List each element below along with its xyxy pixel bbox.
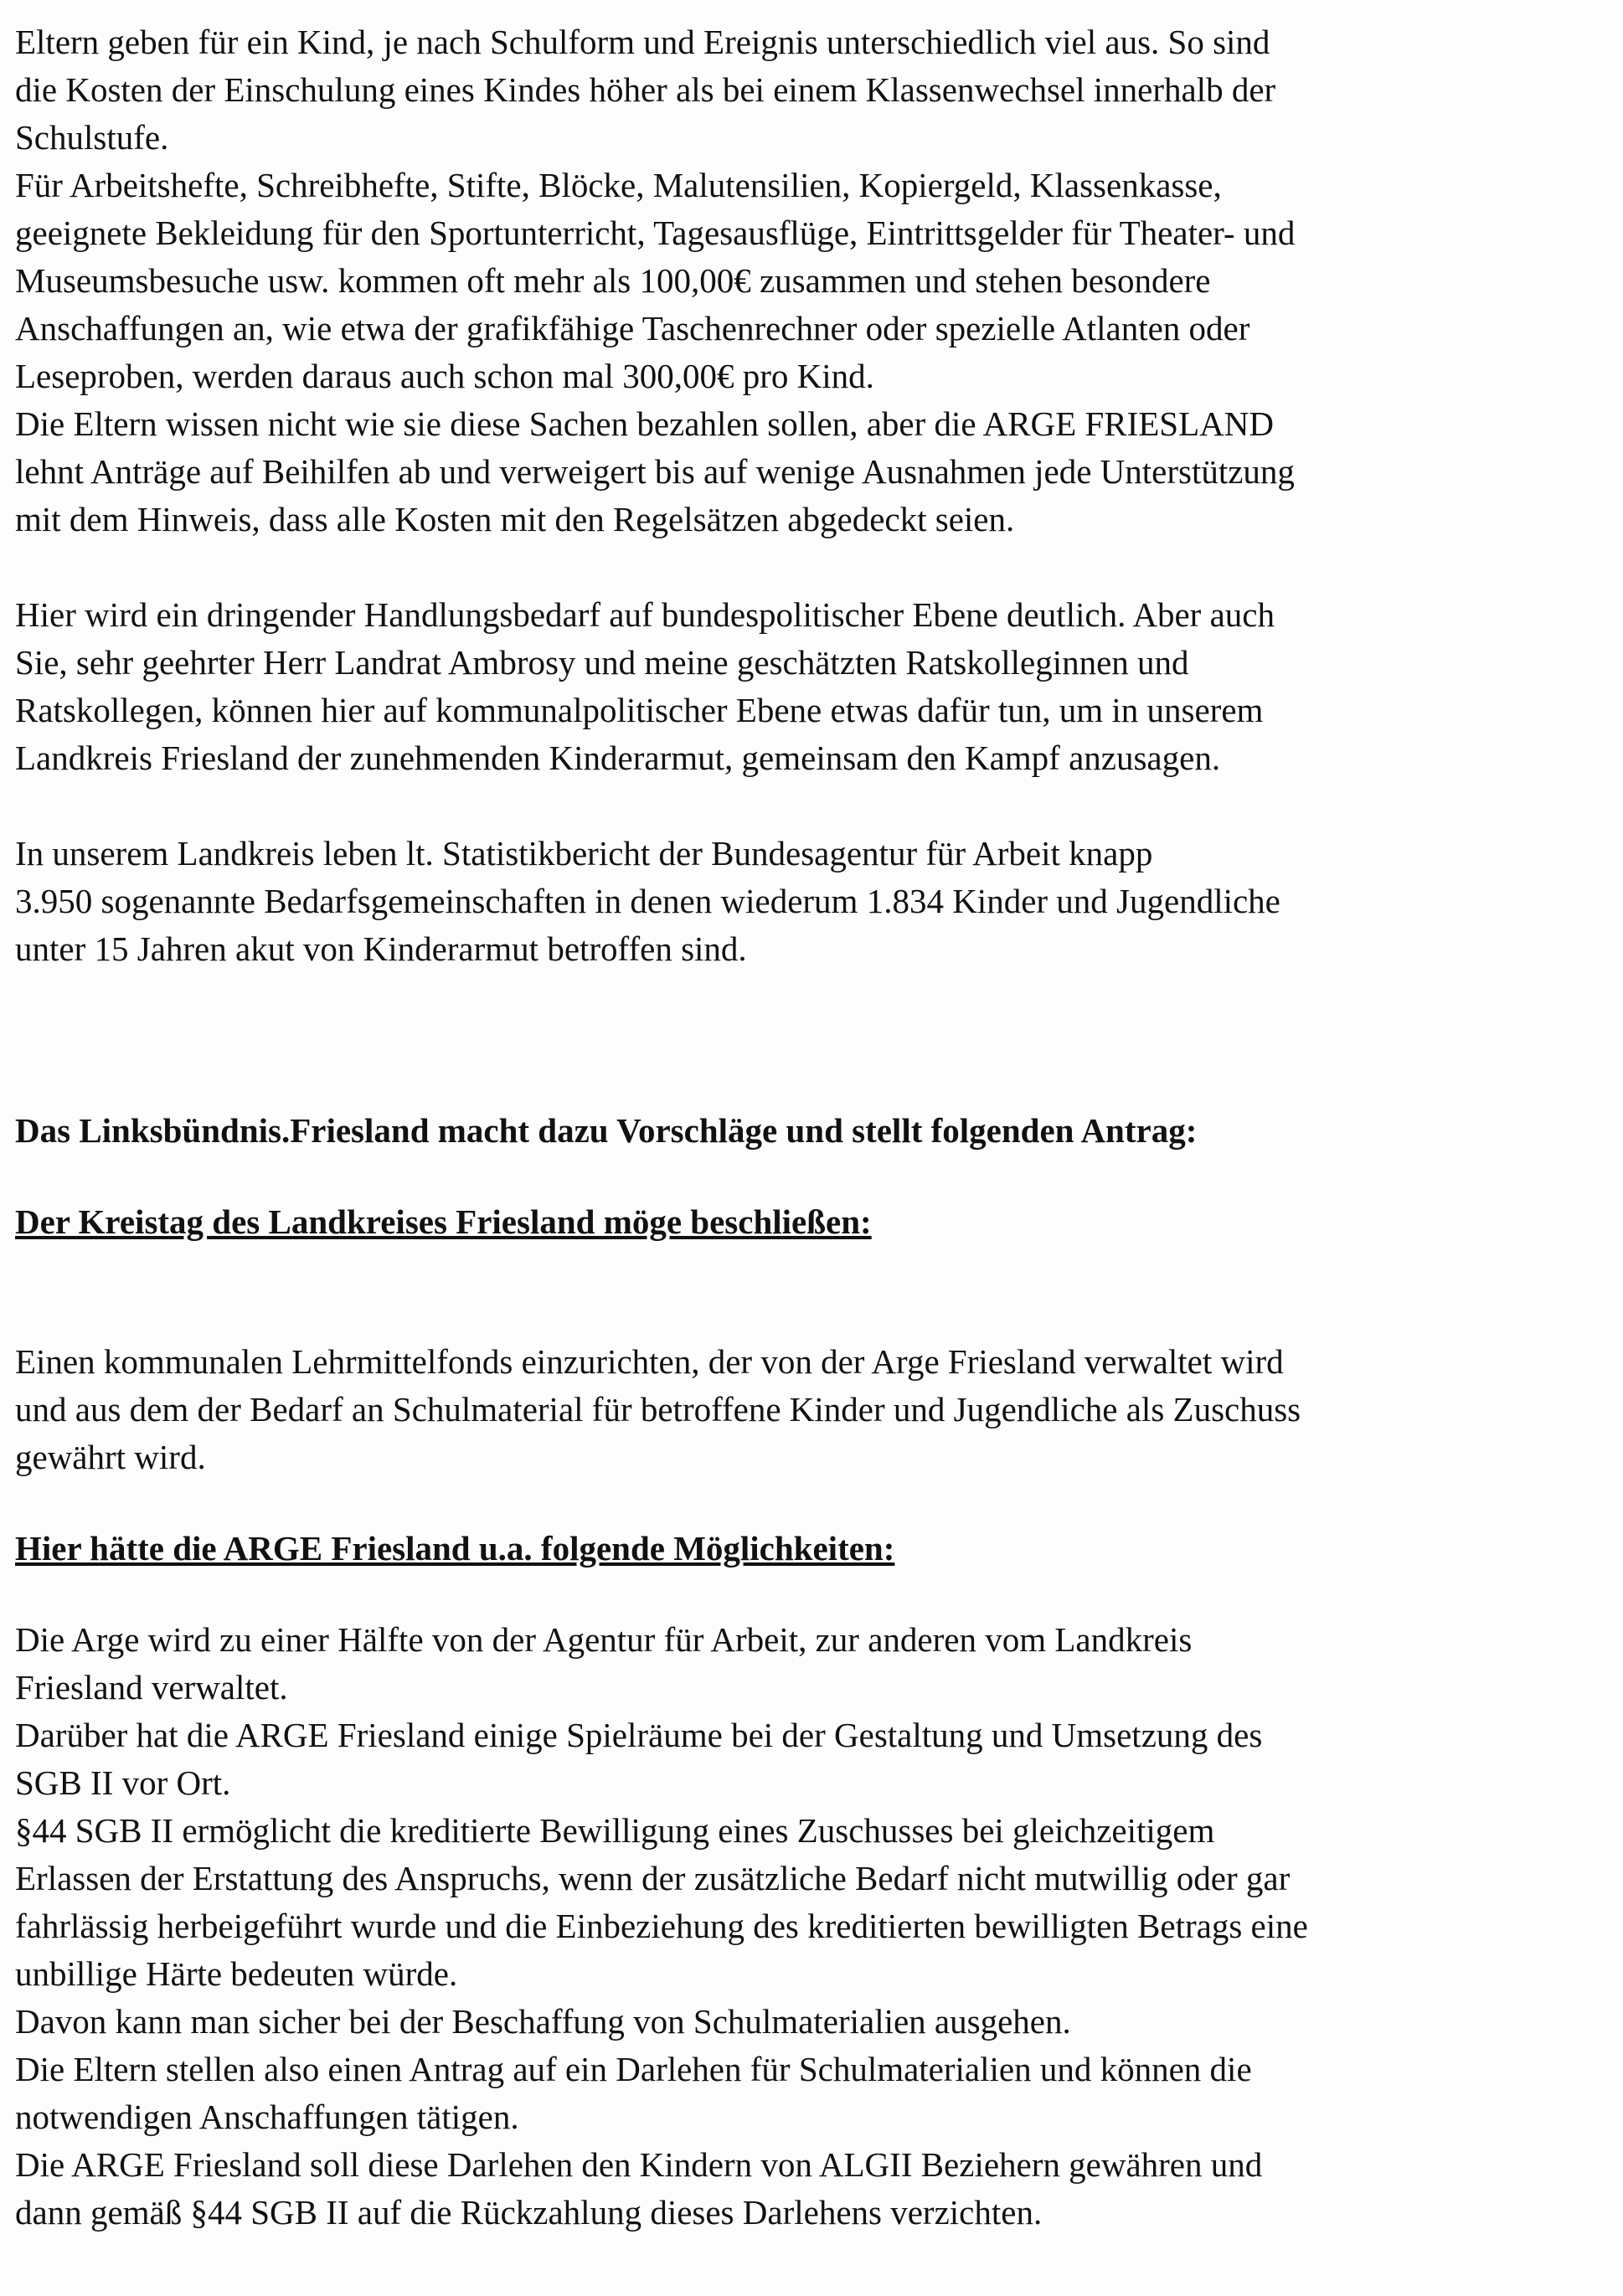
options-heading: Hier hätte die ARGE Friesland u.a. folgende Möglichkeiten: (15, 1529, 895, 1568)
text-line: fahrlässig herbeigeführt wurde und die Einbeziehung des kreditierten bewilligten Betrags eine (15, 1907, 1308, 1945)
text-line: mit dem Hinweis, dass alle Kosten mit den Regelsätzen abgedeckt seien. (15, 500, 1015, 538)
intro-paragraph (15, 18, 1606, 543)
text-line: Anschaffungen an, wie etwa der grafikfähige Taschenrechner oder spezielle Atlanten oder (15, 309, 1250, 347)
proposal-heading: Das Linksbündnis.Friesland macht dazu Vorschläge und stellt folgenden Antrag: (15, 1111, 1198, 1150)
text-line: dann gemäß §44 SGB II auf die Rückzahlung dieses Darlehens verzichten. (15, 2193, 1043, 2232)
text-line: Die Arge wird zu einer Hälfte von der Agentur für Arbeit, zur anderen vom Landkreis (15, 1620, 1193, 1659)
text-line: geeignete Bekleidung für den Sportunterricht, Tagesausflüge, Eintrittsgelder für Theater- und (15, 214, 1296, 252)
text-line: Museumsbesuche usw. kommen oft mehr als 100,00€ zusammen und stehen besondere (15, 261, 1211, 300)
text-line: Darüber hat die ARGE Friesland einige Spielräume bei der Gestaltung und Umsetzung des (15, 1716, 1263, 1754)
text-line: Für Arbeitshefte, Schreibhefte, Stifte, Blöcke, Malutensilien, Kopiergeld, Klassenkasse, (15, 166, 1222, 204)
text-line: 3.950 sogenannte Bedarfsgemeinschaften in denen wiederum 1.834 Kinder und Jugendliche (15, 882, 1280, 920)
spacer (15, 1155, 1606, 1198)
statistics-paragraph (15, 830, 1606, 973)
text-line: Erlassen der Erstattung des Anspruchs, wenn der zusätzliche Bedarf nicht mutwillig oder gar (15, 1859, 1291, 1897)
text-line: notwendigen Anschaffungen tätigen. (15, 2098, 519, 2136)
text-line: Eltern geben für ein Kind, je nach Schulform und Ereignis unterschiedlich viel aus. So sind (15, 23, 1270, 61)
text-line: Die ARGE Friesland soll diese Darlehen den Kindern von ALGII Beziehern gewähren und (15, 2145, 1263, 2184)
spacer (15, 973, 1606, 1107)
text-line: Friesland verwaltet. (15, 1668, 288, 1707)
text-line: Sie, sehr geehrter Herr Landrat Ambrosy und meine geschätzten Ratskolleginnen und (15, 643, 1189, 682)
text-line: SGB II vor Ort. (15, 1763, 231, 1802)
spacer (15, 1246, 1606, 1338)
resolution-paragraph (15, 1338, 1606, 1481)
text-line: gewährt wird. (15, 1438, 206, 1476)
text-line: In unserem Landkreis leben lt. Statistikbericht der Bundesagentur für Arbeit knapp (15, 834, 1153, 873)
appeal-paragraph (15, 591, 1606, 782)
spacer (15, 1573, 1606, 1616)
spacer (15, 543, 1606, 591)
text-column (15, 18, 1606, 2237)
text-line: Die Eltern stellen also einen Antrag auf ein Darlehen für Schulmaterialien und können die (15, 2050, 1252, 2088)
text-line: Einen kommunalen Lehrmittelfonds einzurichten, der von der Arge Friesland verwaltet wird (15, 1342, 1284, 1381)
text-line: Hier wird ein dringender Handlungsbedarf auf bundespolitischer Ebene deutlich. Aber auch (15, 595, 1275, 634)
text-line: §44 SGB II ermöglicht die kreditierte Bewilligung eines Zuschusses bei gleichzeitigem (15, 1811, 1215, 1850)
resolution-heading: Der Kreistag des Landkreises Friesland möge beschließen: (15, 1202, 872, 1241)
text-line: Davon kann man sicher bei der Beschaffung von Schulmaterialien ausgehen. (15, 2002, 1071, 2041)
text-line: Leseproben, werden daraus auch schon mal 300,00€ pro Kind. (15, 357, 874, 395)
text-line: unbillige Härte bedeuten würde. (15, 1954, 458, 1993)
spacer (15, 1481, 1606, 1525)
text-line: Ratskollegen, können hier auf kommunalpolitischer Ebene etwas dafür tun, um in unserem (15, 691, 1264, 729)
text-line: Landkreis Friesland der zunehmenden Kinderarmut, gemeinsam den Kampf anzusagen. (15, 739, 1221, 777)
spacer (15, 782, 1606, 830)
text-line: Schulstufe. (15, 118, 169, 157)
text-line: die Kosten der Einschulung eines Kindes höher als bei einem Klassenwechsel innerhalb der (15, 70, 1276, 109)
text-line: unter 15 Jahren akut von Kinderarmut betroffen sind. (15, 929, 747, 968)
text-line: lehnt Anträge auf Beihilfen ab und verweigert bis auf wenige Ausnahmen jede Unterstützung (15, 452, 1295, 491)
text-line: Die Eltern wissen nicht wie sie diese Sachen bezahlen sollen, aber die ARGE FRIESLAND (15, 404, 1274, 443)
options-paragraph (15, 1616, 1606, 2237)
text-line: und aus dem der Bedarf an Schulmaterial für betroffene Kinder und Jugendliche als Zuschuss (15, 1390, 1301, 1429)
